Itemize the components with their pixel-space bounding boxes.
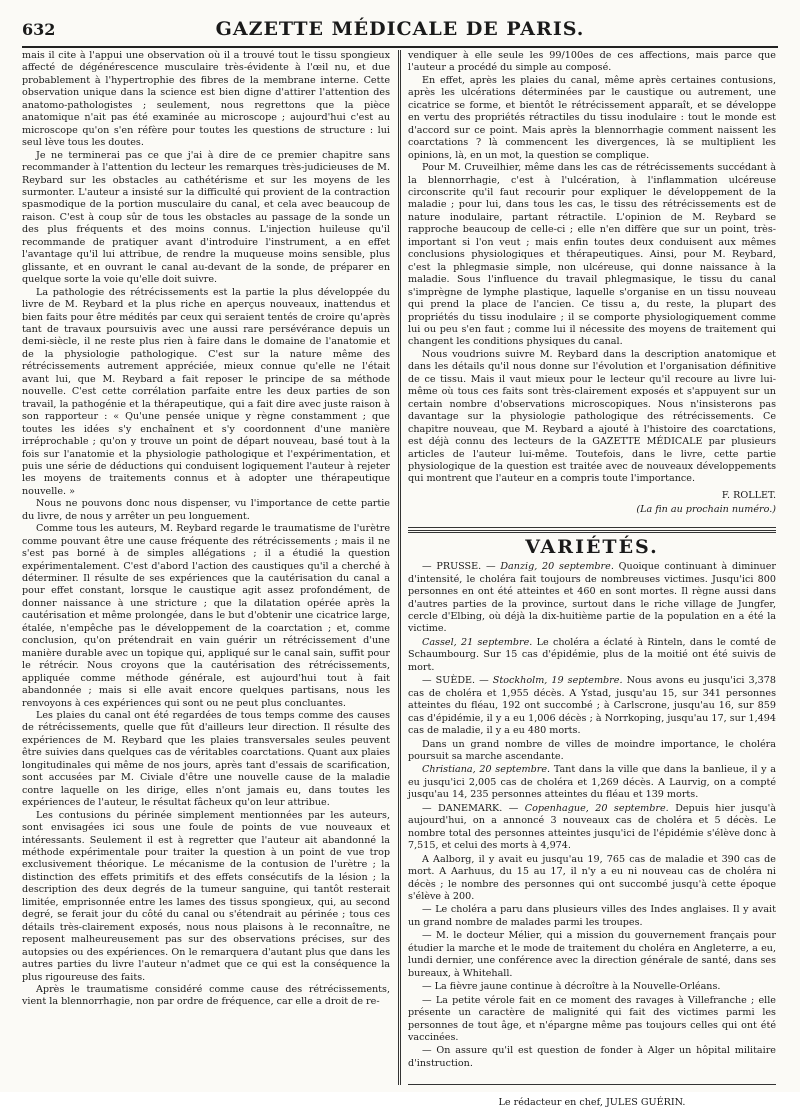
news-text: Depuis hier jusqu'à aujourd'hui, on a annoncé 3 nouveaux cas de choléra et 5 décès. Le nombre total des personnes atteintes jusqu'ici de l'épidémie s'élève donc à 7,515, et celui des morts à 4,974. (408, 802, 777, 852)
news-text: Quoique continuant à diminuer d'intensité, le choléra fait toujours de nombreuses victimes. Jusqu'ici 800 personnes en ont été atteintes et 460 en sont mortes. Il règne aussi dans d'autres parties de la province, surtout dans le riche village de Jungfer, cercle d'Elbing, où déjà la dix-huitième partie de la population en a été la victime. (408, 561, 776, 635)
news-text: M. le docteur Mélier, qui a mission du gouvernement français pour étudier la marche et le mode de traitement du choléra en Angleterre, a eu, lundi dernier, une conférence avec la direction générale de santé, dans ses bureaux, à Whitehall. (408, 930, 776, 979)
page-number: 632 (22, 20, 56, 39)
news-item-3: — SUÈDE. — Stockholm, 19 septembre. Nous avons eu jusqu'ici 3,378 cas de choléra et 1,955 décès. A Ystad, jusqu'au 15, sur 341 personnes atteintes du fléau, 192 ont succombé ; à Carlscrone, jusqu'au 16, sur 859 cas d'épidémie, il y a eu 1,006 décès ; à Norrkoping, jusqu'au 17, sur 1,494 cas de maladie, il y a eu 480 morts. (408, 675, 776, 737)
news-item-1: — PRUSSE. — Danzig, 20 septembre. Quoique continuant à diminuer d'intensité, le choléra fait toujours de nombreuses victimes. Jusqu'ici 800 personnes en ont été atteintes et 460 en sont mortes. Il règne aussi dans d'autres parties de la province, surtout dans le riche village de Jungfer, cercle d'Elbing, où déjà la dix-huitième partie de la population en a été la victime. (408, 561, 776, 635)
news-item-5 (408, 764, 776, 801)
right-column (408, 50, 777, 1109)
section-rule (408, 527, 776, 528)
news-list (408, 561, 776, 1070)
left-paragraph-3: La pathologie des rétrécissements est la partie la plus développée du livre de M. Reybard et la plus riche en aperçus nouveaux, inattendus et bien faits pour être médités par ceux qui seraient tentés de croire qu'après tant de travaux poursuivis avec une aussi rare persévérance depuis un demi-siècle, il ne reste plus rien à faire dans le domaine de l'anatomie et de la physiologie pathologique. C'est sur la nature même des rétrécissements autrement appréciée, mieux connue qu'elle ne l'était avant lui, que M. Reybard a fait reposer le principe de sa méthode nouvelle. C'est cette corrélation parfaite entre les deux parties de son travail, la pathogénie et la thérapeutique, qui a fait dire avec juste raison à son rapporteur : « Qu'une pensée unique y règne constamment ; que toutes les idées s'y enchaînent et s'y coordonnent d'une manière irréprochable ; qu'on y trouve un point de départ nouveau, basé tout à la fois sur l'anatomie et la physiologie pathologique et l'expérimentation, et puis une série de déductions qui conduisent logiquement l'auteur à rejeter les moyens de traitements connus et à adopter une thérapeutique nouvelle. » (22, 286, 390, 497)
news-item-2 (408, 637, 776, 674)
news-item-7 (408, 854, 776, 904)
column-divider (398, 50, 401, 1085)
news-text: Le choléra a éclaté à Rinteln, dans le comté de Schaumbourg. Sur 15 cas d'épidémie, plus de la moitié ont été suivis de mort. (408, 636, 776, 673)
news-country: DANEMARK. (438, 802, 503, 814)
left-paragraph-6: Les plaies du canal ont été regardées de tous temps comme des causes de rétrécissements, quelle que fût d'ailleurs leur direction. Il résulte des expériences de M. Reybard que les plaies transversales seules peuvent être suivies dans quelques cas de véritables coarctations. Quant aux plaies longitudinales qui même de nos jours, après tant d'essais de scarification, sont accusées par M. Civiale d'être une nouvelle cause de la maladie contre laquelle on les dirige, elles n'ont jamais eu, dans toutes les expériences de l'auteur, le résultat fâcheux qu'on leur attribue. (22, 710, 390, 809)
news-dateline: Cassel, 21 septembre. (422, 636, 533, 648)
news-dateline: Christiana, 20 septembre. (422, 764, 551, 776)
header-rule (22, 46, 778, 48)
left-paragraph-5: Comme tous les auteurs, M. Reybard regarde le traumatisme de l'urètre comme pouvant être une cause fréquente des rétrécissements ; mais il ne s'est pas borné à de simples allégations ; il a étudié la question expérimentalement. C'est d'abord l'action des caustiques qu'il a cherché à déterminer. Il résulte de ses expériences que la cautérisation du canal a pour effet constant, lorsque le caustique agit assez profondément, de donner naissance à une stricture ; que la dilatation opérée après la cautérisation et même prolongée, dans le but d'obtenir une cicatrice large, étalée, n'empêche pas le développement de la coarctation ; et, comme conclusion, qu'on prétendrait en vain guérir un rétrécissement d'une manière durable avec un topique qui, appliqué sur le canal sain, suffit pour le rétrécir. Nous croyons que la cautérisation des rétrécissements, appliquée comme méthode générale, est aujourd'hui tout à fait abandonnée ; mais si elle avait encore quelques partisans, nous les renvoyons à ces expériences qui sont ou ne peut plus concluantes. (22, 523, 390, 709)
section-rule-double (408, 530, 776, 533)
left-paragraph-8: Après le traumatisme considéré comme cause des rétrécissements, vient la blennorrhagie, non par ordre de fréquence, car elle a droit de re- (22, 983, 390, 1008)
news-text: Nous avons eu jusqu'ici 3,378 cas de choléra et 1,955 décès. A Ystad, jusqu'au 15, sur 341 personnes atteintes du fléau, 192 ont succombé ; à Carlscrone, jusqu'au 16, sur 859 cas d'épidémie, il y a eu 1,006 décès ; à Norrkoping, jusqu'au 17, sur 1,494 cas de maladie, il y a eu 480 morts. (408, 675, 776, 737)
news-country: SUÈDE. (435, 675, 476, 687)
news-dateline: Stockholm, 19 septembre. (492, 675, 623, 687)
left-column (22, 50, 390, 1085)
news-item-8: — Le choléra a paru dans plusieurs villes des Indes anglaises. Il y avait un grand nombre de malades parmi les troupes. (408, 904, 776, 928)
right-paragraph-4: Nous voudrions suivre M. Reybard dans la description anatomique et dans les détails qu'il nous donne sur l'évolution et l'organisation définitive de ce tissu. Mais il vaut mieux pour le lecteur qu'il recoure au livre lui-même où tous ces faits sont très-clairement exposés et s'appuyent sur un certain nombre d'observations microscopiques. Nous n'insisterons pas davantage sur la physiologie pathologique des rétrécissements. Ce chapitre nouveau, que M. Reybard a ajouté à l'histoire des coarctations, est déjà connu des lecteurs de la GAZETTE MÉDICALE par plusieurs articles de l'auteur lui-même. Toutefois, dans le livre, cette partie physiologique de la question est traitée avec de nouveaux développements qui montrent que l'auteur en a compris toute l'importance. (408, 348, 776, 485)
editor-line (408, 1097, 776, 1109)
editor-label: Le rédacteur en chef, (498, 1097, 603, 1109)
news-item-12: — On assure qu'il est question de fonder à Alger un hôpital militaire d'instruction. (408, 1045, 776, 1069)
right-paragraph-1: vendiquer à elle seule les 99/100es de ces affections, mais parce que l'auteur a procédé du simple au composé. (408, 50, 776, 74)
article-signature: F. ROLLET. (721, 489, 776, 501)
journal-title: GAZETTE MÉDICALE DE PARIS. (215, 18, 585, 40)
news-text: La petite vérole fait en ce moment des ravages à Villefranche ; elle présente un caractère de malignité qui fait des victimes parmi les personnes de tout âge, et n'épargne même pas toujours celles qui ont été vaccinées. (408, 994, 776, 1043)
section-title-varietes: VARIÉTÉS. (525, 535, 659, 558)
news-item-4 (408, 739, 776, 764)
news-item-6: — DANEMARK. — Copenhague, 20 septembre. Depuis hier jusqu'à aujourd'hui, on a annoncé 3 nouveaux cas de choléra et 5 décès. Le nombre total des personnes atteintes jusqu'ici de l'épidémie s'élève donc à 7,515, et celui des morts à 4,974. (408, 802, 777, 852)
news-text: Dans un grand nombre de villes de moindre importance, le choléra poursuit sa marche ascendante. (408, 738, 776, 763)
left-paragraph-2: Je ne terminerai pas ce que j'ai à dire de ce premier chapitre sans recommander à l'attention du lecteur les remarques très-judicieuses de M. Reybard sur les obstacles au cathétérisme et sur les moyens de les surmonter. L'auteur a insisté sur la difficulté qui provient de la contraction spasmodique de la portion musculaire du canal, et cela avec beaucoup de raison. C'est à coup sûr de tous les obstacles au passage de la sonde un des plus fréquents et des moins connus. L'injection huileuse qu'il recommande de pratiquer avant d'introduire l'instrument, a en effet l'avantage qu'il lui attribue, de rendre la muqueuse moins sensible, plus glissante, et en ouvrant le canal au-devant de la sonde, de préparer en quelque sorte la voie qu'elle doit suivre. (22, 149, 390, 286)
news-dateline: Danzig, 20 septembre. (500, 561, 614, 573)
editor-name: JULES GUÉRIN. (605, 1097, 686, 1109)
news-text: Le choléra a paru dans plusieurs villes des Indes anglaises. Il y avait un grand nombre de malades parmi les troupes. (408, 904, 776, 928)
news-text: On assure qu'il est question de fonder à Alger un hôpital militaire d'instruction. (408, 1045, 776, 1069)
news-dateline: Copenhague, 20 septembre. (524, 802, 669, 814)
news-text: A Aalborg, il y avait eu jusqu'au 19, 765 cas de maladie et 390 cas de mort. A Aarhuus, du 15 au 17, il n'y a eu ni nouveau cas de choléra ni décès ; le nombre des personnes qui ont succombé jusqu'à cette époque s'élève à 200. (408, 853, 776, 902)
right-paragraph-2: En effet, après les plaies du canal, même après certaines contusions, après les ulcérations déterminées par le caustique ou autrement, une cicatrice se forme, et bientôt le rétrécissement apparaît, et se développe en vertu des propriétés rétractiles du tissu inodulaire : tout le monde est d'accord sur ce point. Mais après la blennorrhagie comment naissent les coarctations ? là commencent les divergences, là se multiplient les opinions, là, en un mot, la question se complique. (408, 74, 776, 161)
left-paragraph-4: Nous ne pouvons donc nous dispenser, vu l'importance de cette partie du livre, de nous y arrêter un peu longuement. (22, 498, 390, 522)
news-item-11: — La petite vérole fait en ce moment des ravages à Villefranche ; elle présente un caractère de malignité qui fait des victimes parmi les personnes de tout âge, et n'épargne même pas toujours celles qui ont été vaccinées. (408, 994, 776, 1043)
continued-note: (La fin au prochain numéro.) (636, 504, 776, 516)
news-text: La fièvre jaune continue à décroître à la Nouvelle-Orléans. (434, 981, 721, 993)
news-item-10: — La fièvre jaune continue à décroître à la Nouvelle-Orléans. (422, 981, 721, 993)
news-item-9: — M. le docteur Mélier, qui a mission du gouvernement français pour étudier la marche et le mode de traitement du choléra en Angleterre, a eu, lundi dernier, une conférence avec la direction générale de santé, dans ses bureaux, à Whitehall. (408, 930, 776, 979)
left-paragraph-1: mais il cite à l'appui une observation où il a trouvé tout le tissu spongieux affecté de dégénérescence musculaire très-évidente à l'œil nu, et due probablement à l'hypertrophie des fibres de la membrane interne. Cette observation unique dans la science est bien digne d'attirer l'attention des anatomo-pathologistes ; seulement, nous regrettons que la pièce anatomique n'ait pas été examinée au microscope ; aujourd'hui c'est au microscope qu'on s'en réfère pour toutes les questions de structure : lui seul lève tous les doutes. (22, 50, 390, 149)
news-country: PRUSSE. (436, 561, 482, 573)
page-header (22, 18, 778, 44)
editor-rule (408, 1084, 776, 1085)
news-text: Tant dans la ville que dans la banlieue, il y a eu jusqu'ici 2,005 cas de choléra et 1,269 décès. A Laurvig, on a compté jusqu'au 14, 235 personnes atteintes du fléau et 139 morts. (408, 764, 776, 801)
right-paragraph-3: Pour M. Cruveilhier, même dans les cas de rétrécissements succédant à la blennorrhagie, c'est à l'ulcération, à l'inflammation ulcéreuse circonscrite qu'il faut recourir pour expliquer le développement de la maladie ; pour lui, dans tous les cas, le tissu des rétrécissements est de nature inodulaire, partant rétractile. L'opinion de M. Reybard se rapproche beaucoup de celle-ci ; elle n'en diffère que sur un point, très-important si l'on veut ; mais enfin toutes deux conduisent aux mêmes conclusions physiologiques et thérapeutiques. Ainsi, pour M. Reybard, c'est la phlegmasie simple, non ulcéreuse, qui donne naissance à la maladie. Sous l'influence du travail phlegmasique, le tissu du canal s'imprègne de lymphe plastique, laquelle s'organise en un tissu nouveau qui prend la place de l'ancien. Ce tissu a, du reste, la plupart des propriétés du tissu inodulaire ; il se comporte physiologiquement comme lui ou peu s'en faut ; comme lui il nécessite des moyens de traitement qui changent les conditions physiques du canal. (408, 162, 776, 348)
left-paragraph-7: Les contusions du périnée simplement mentionnées par les auteurs, sont envisagées ici sous une foule de points de vue nouveaux et intéressants. Seulement il est à regretter que l'auteur ait abandonné la méthode expérimentale pour traiter la question à un point de vue trop exclusivement théorique. Le mécanisme de la contusion de l'urètre ; la distinction des effets primitifs et des effets consécutifs de la lésion ; la description des deux degrés de la tumeur sanguine, qui tantôt resterait limitée, emprisonnée entre les lames des tissus spongieux, qui, au second degré, se ferait jour du côté du canal ou s'étendrait au périnée ; tous ces détails très-clairement exposés, nous nous plaisons à le reconnaître, ne reposent malheureusement pas sur des observations précises, sur des autopsies ou des expériences. On le remarquera d'autant plus que dans les autres parties du livre l'auteur n'admet que ce qui est la conséquence la plus rigoureuse des faits. (22, 809, 390, 983)
